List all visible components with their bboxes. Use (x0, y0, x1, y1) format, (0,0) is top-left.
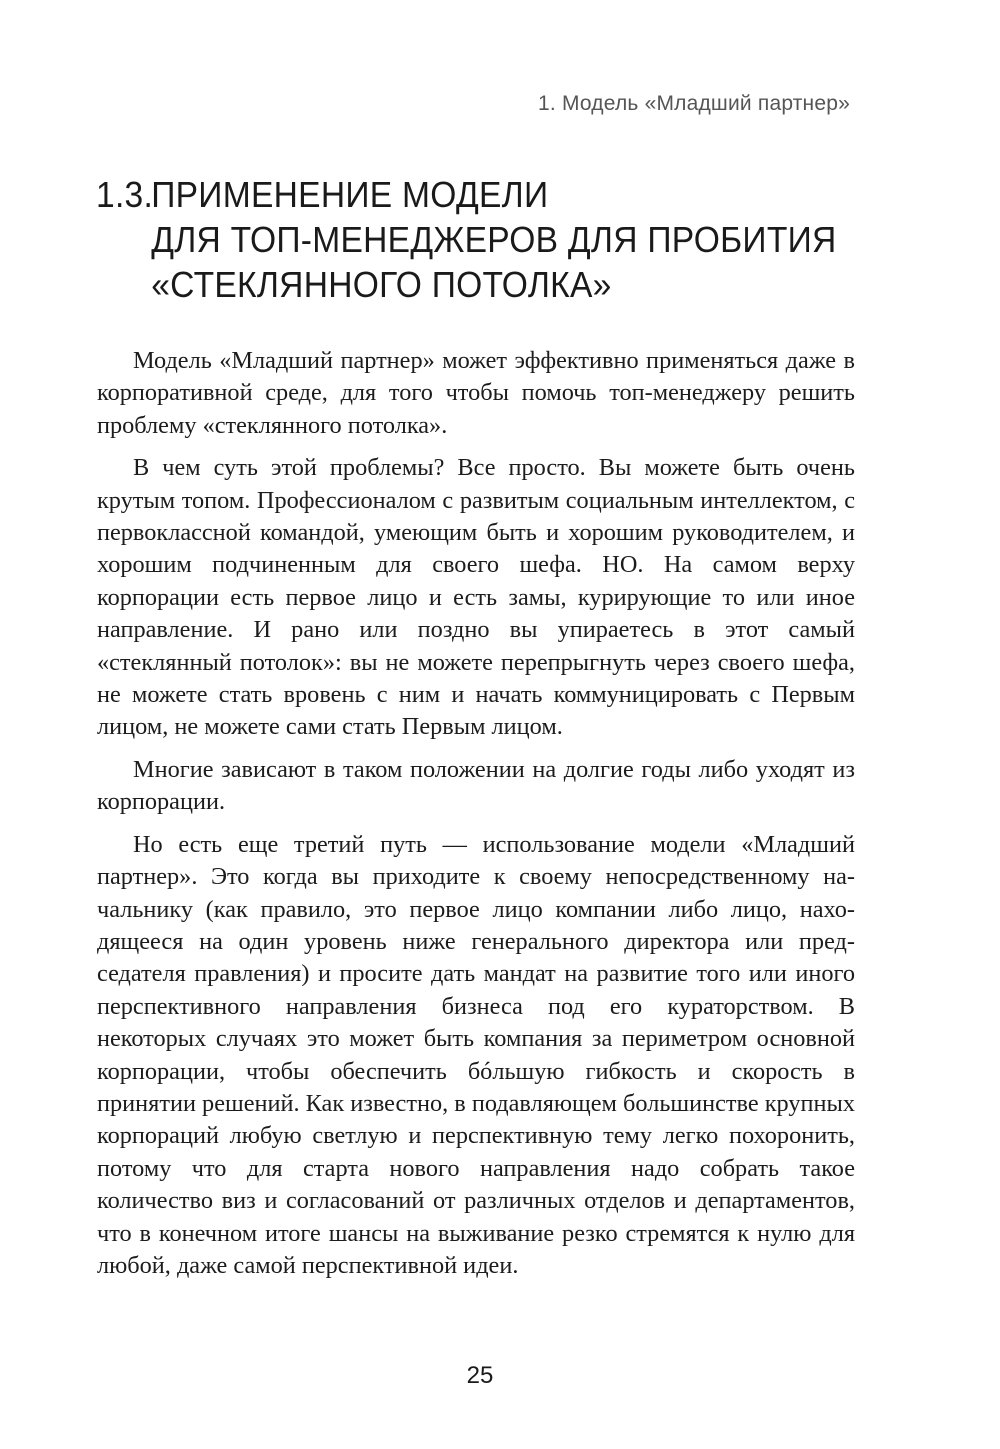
section-title (96, 172, 837, 307)
page-number: 25 (466, 1362, 494, 1389)
paragraph: Многие зависают в таком положении на долгие годы либо уходят из корпорации. (97, 755, 855, 816)
section-number: 1.3. (96, 174, 154, 215)
running-header: 1. Модель «Младший партнер» (538, 92, 850, 115)
paragraph: В чем суть этой проблемы? Все просто. Вы можете быть очень крутым топом. Профессионалом с развитым социальным интеллектом, с первоклассной командой, умеющим быть и хорошим руководителем, и хорошим подчиненным для своего шефа. НО. На самом верху корпорации есть первое лицо и есть замы, курирующие то или иное направление. И рано или поздно вы упираетесь в этот самый «стеклянный потолок»: вы не можете перепрыгнуть через своего шефа, не можете стать вровень с ним и начать коммуницировать с Первым лицом, не можете сами стать Первым лицом. (97, 454, 855, 741)
paragraph: Но есть еще третий путь — использование модели «Младший партнер». Это когда вы приходите к своему непосредственному начальнику (как правило, это первое лицо компании либо лицо, находящееся на один уровень ниже генерального директора или председателя правления) и просите дать мандат на развитие того или иного перспективного направления бизнеса под его кураторством. В некоторых случаях это может быть компания за периметром основной корпорации, чтобы обеспечить бóльшую гибкость и скорость в принятии решений. Как известно, в подавляющем большинстве крупных корпораций любую светлую и перспективную тему легко похоронить, потому что для старта нового направления надо собрать такое количество виз и согласований от различных отделов и департаментов, что в конечном итоге шансы на выживание резко стремятся к нулю для любой, даже самой перспективной идеи. (97, 830, 855, 1279)
section-title-line-3: «СТЕКЛЯННОГО ПОТОЛКА» (151, 264, 612, 305)
section-title-line-2: ДЛЯ ТОП-МЕНЕДЖЕРОВ ДЛЯ ПРОБИТИЯ (151, 219, 837, 260)
section-title-line-1: 1.3.ПРИМЕНЕНИЕ МОДЕЛИ (96, 174, 549, 215)
paragraph: Модель «Младший партнер» может эффективно применяться даже в корпоративной среде, для того чтобы помочь топ-менеджеру решить проблему «стеклянного потолка». (97, 347, 855, 439)
body-text (97, 345, 855, 1282)
